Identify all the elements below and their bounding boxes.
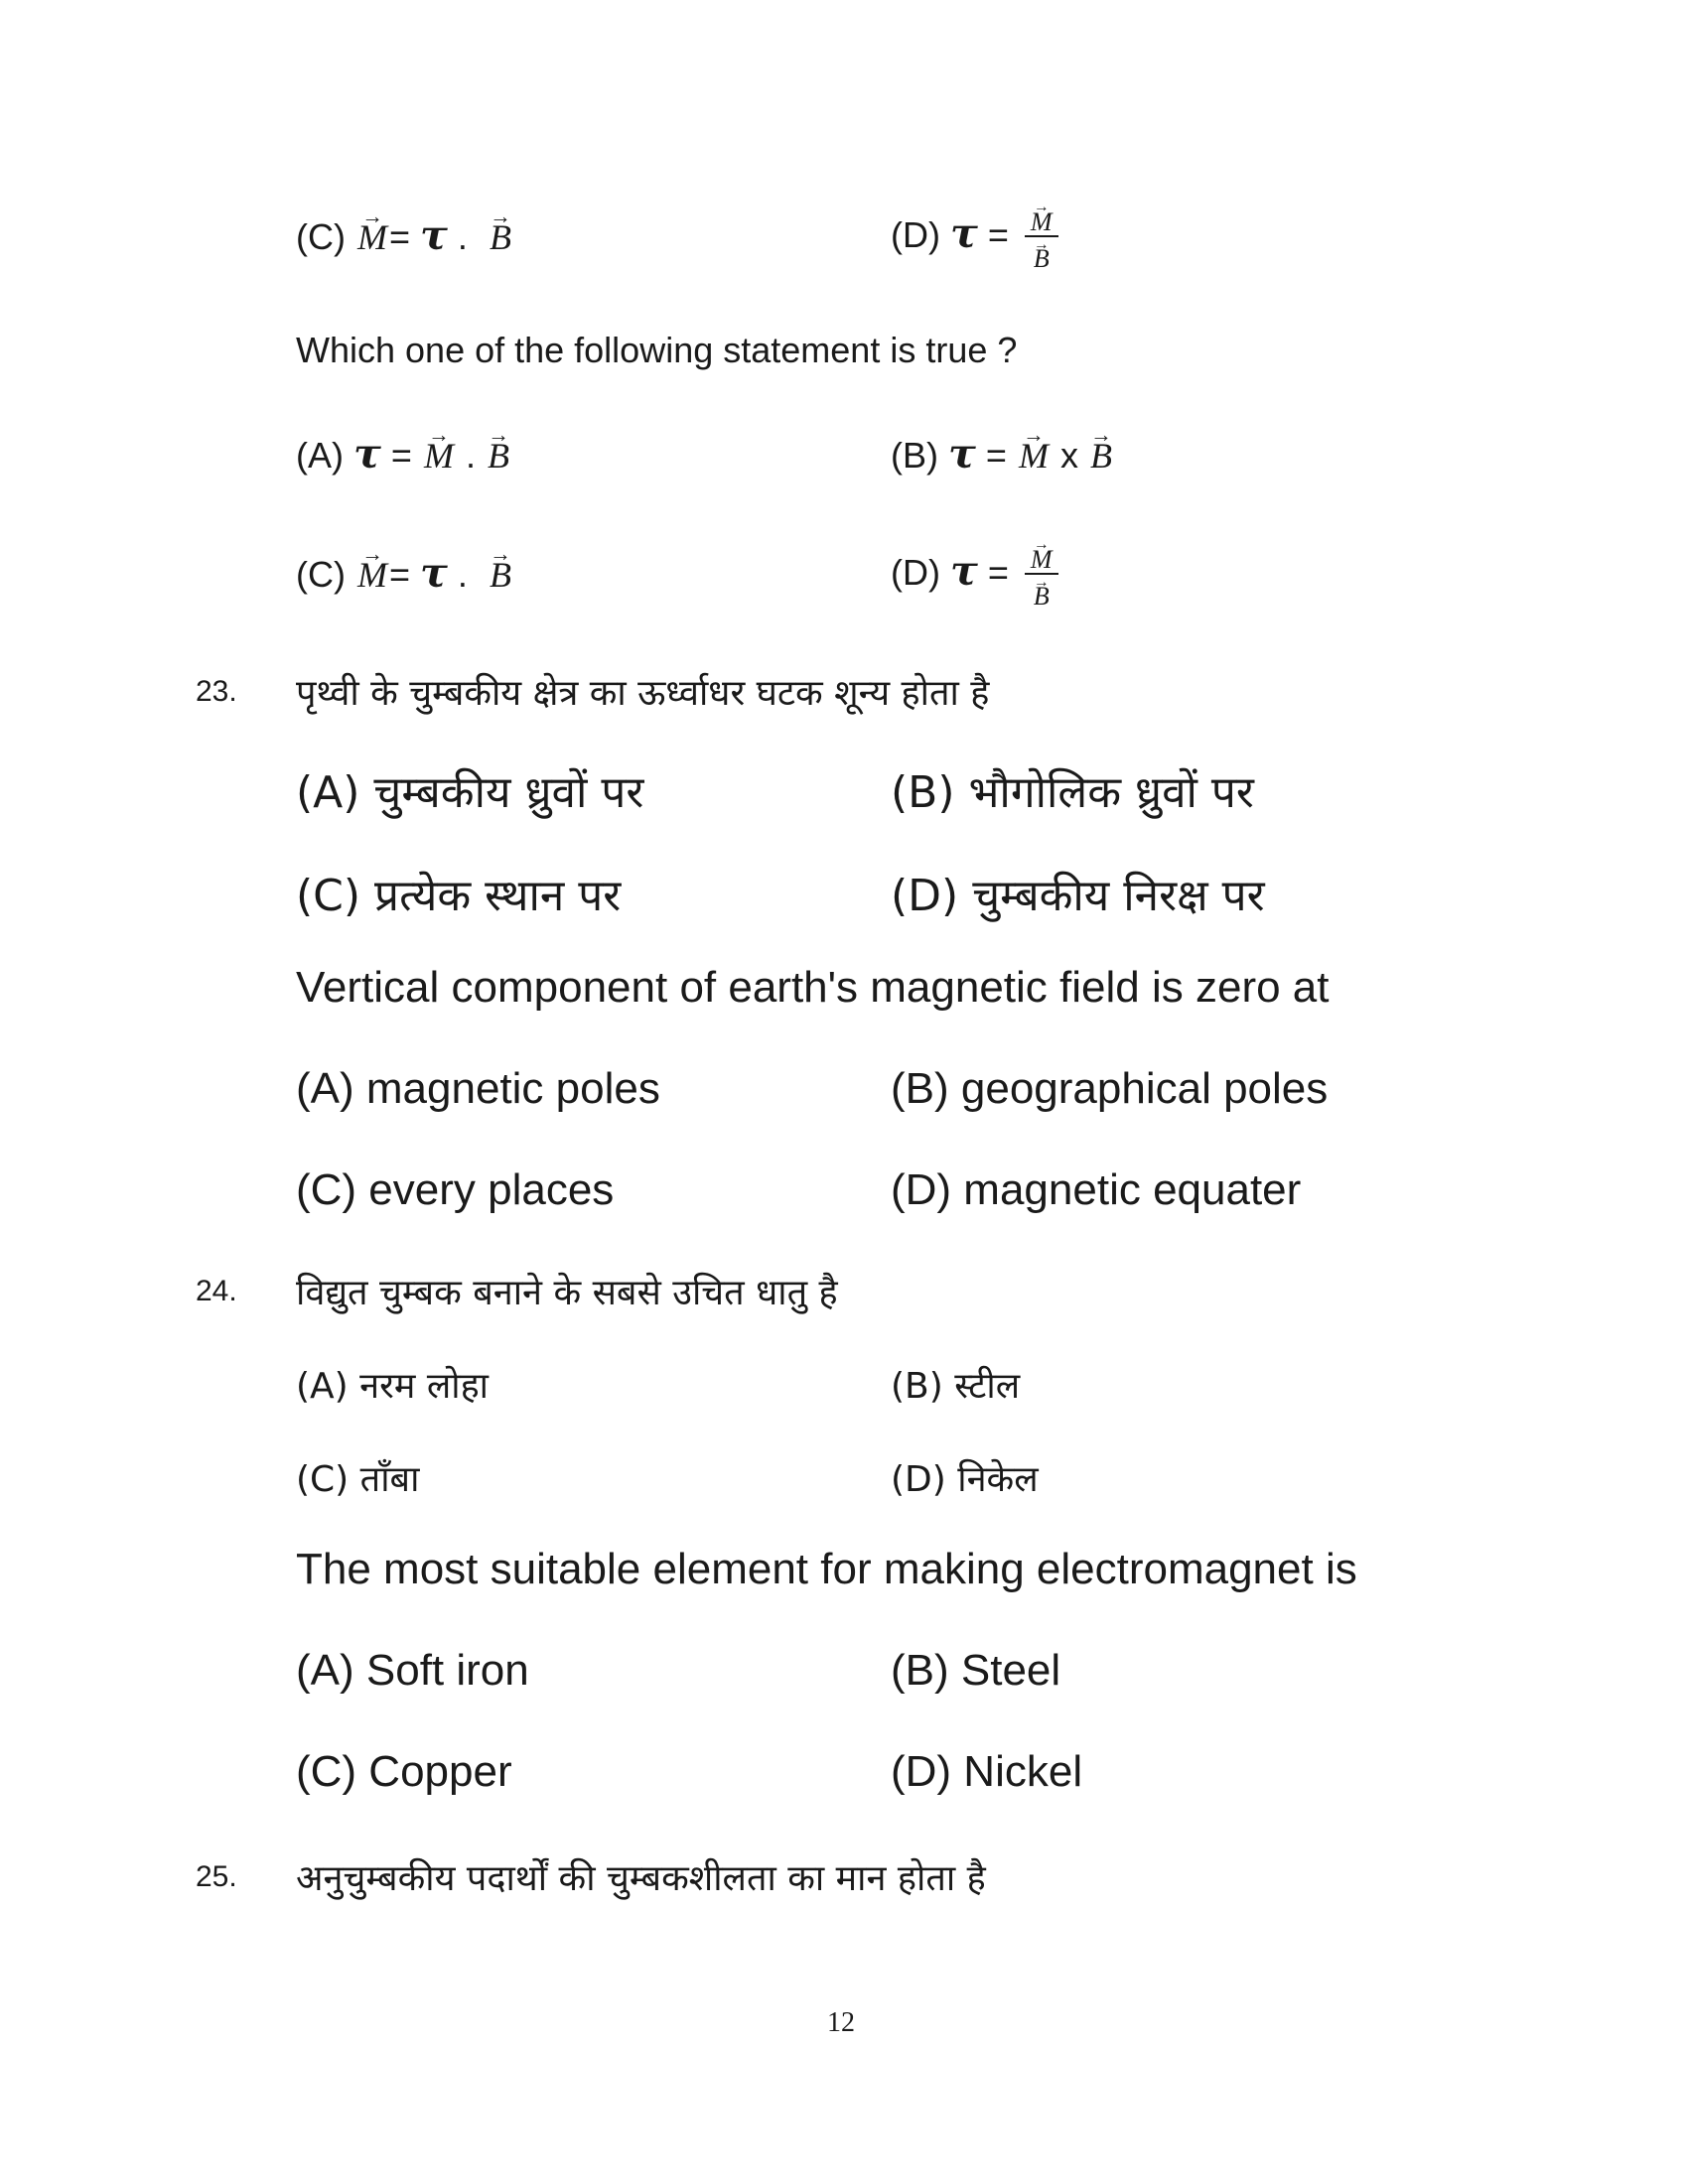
option-b-english: (B) Steel [891, 1646, 1061, 1695]
option-c-hindi: (C) ताँबा [296, 1459, 420, 1500]
option-d-hindi: (D) निकेल [891, 1459, 1039, 1500]
vector-m: → M [1017, 435, 1051, 477]
option-b-hindi: (B) भौगोलिक ध्रुवों पर [891, 767, 1254, 818]
option-c-english: (C) every places [296, 1165, 615, 1214]
fraction-m-over-b: → M → B [1025, 203, 1058, 273]
vector-b: → B [488, 216, 513, 258]
tau-symbol: τ [353, 429, 381, 478]
tau-symbol: τ [950, 207, 978, 257]
option-c-hindi: (C) प्रत्येक स्थान पर [296, 871, 622, 921]
option-c-english: (C) Copper [296, 1747, 512, 1796]
vector-b: → B [486, 435, 511, 477]
question-text-english: Vertical component of earth's magnetic field is zero at [296, 963, 1330, 1012]
option-d: (D) τ = → M → B [891, 540, 1058, 611]
question-text: Which one of the following statement is true ? [296, 330, 1018, 370]
option-c: (C) → M= τ . → B [296, 548, 513, 597]
question-number: 23. [196, 675, 237, 708]
question-number: 25. [196, 1860, 237, 1893]
option-b-hindi: (B) स्टील [891, 1366, 1021, 1407]
option-d-hindi: (D) चुम्बकीय निरक्ष पर [891, 871, 1265, 921]
option-d-english: (D) Nickel [891, 1747, 1083, 1796]
option-a-hindi: (A) नरम लोहा [296, 1366, 490, 1407]
question-text-hindi: पृथ्वी के चुम्बकीय क्षेत्र का ऊर्ध्वाधर घटक शून्य होता है [296, 673, 990, 714]
option-a-english: (A) magnetic poles [296, 1064, 660, 1113]
question-text-hindi: अनुचुम्बकीय पदार्थों की चुम्बकशीलता का मान होता है [296, 1858, 986, 1899]
option-a-english: (A) Soft iron [296, 1646, 529, 1695]
tau-symbol: τ [948, 429, 976, 478]
tau-symbol: τ [950, 545, 978, 595]
tau-symbol: τ [420, 548, 448, 597]
option-d-english: (D) magnetic equater [891, 1165, 1302, 1214]
vector-b: → B [1088, 435, 1114, 477]
fraction-m-over-b: → M → B [1025, 540, 1058, 611]
question-text-english: The most suitable element for making electromagnet is [296, 1545, 1357, 1593]
page-number: 12 [827, 2007, 855, 2038]
option-d-top: (D) τ = → M → B [891, 203, 1058, 273]
option-b-english: (B) geographical poles [891, 1064, 1329, 1113]
option-b: (B) τ = → M x → B [891, 429, 1114, 478]
question-text-hindi: विद्युत चुम्बक बनाने के सबसे उचित धातु है [296, 1273, 838, 1313]
tau-symbol: τ [420, 210, 448, 259]
question-number: 24. [196, 1275, 237, 1307]
option-c-top: (C) → M= τ . → B [296, 210, 513, 259]
option-a-hindi: (A) चुम्बकीय ध्रुवों पर [296, 767, 644, 818]
vector-m: → M [355, 554, 389, 596]
vector-b: → B [488, 554, 513, 596]
vector-m: → M [355, 216, 389, 258]
vector-m: → M [422, 435, 456, 477]
option-a: (A) τ = → M . → B [296, 429, 511, 478]
